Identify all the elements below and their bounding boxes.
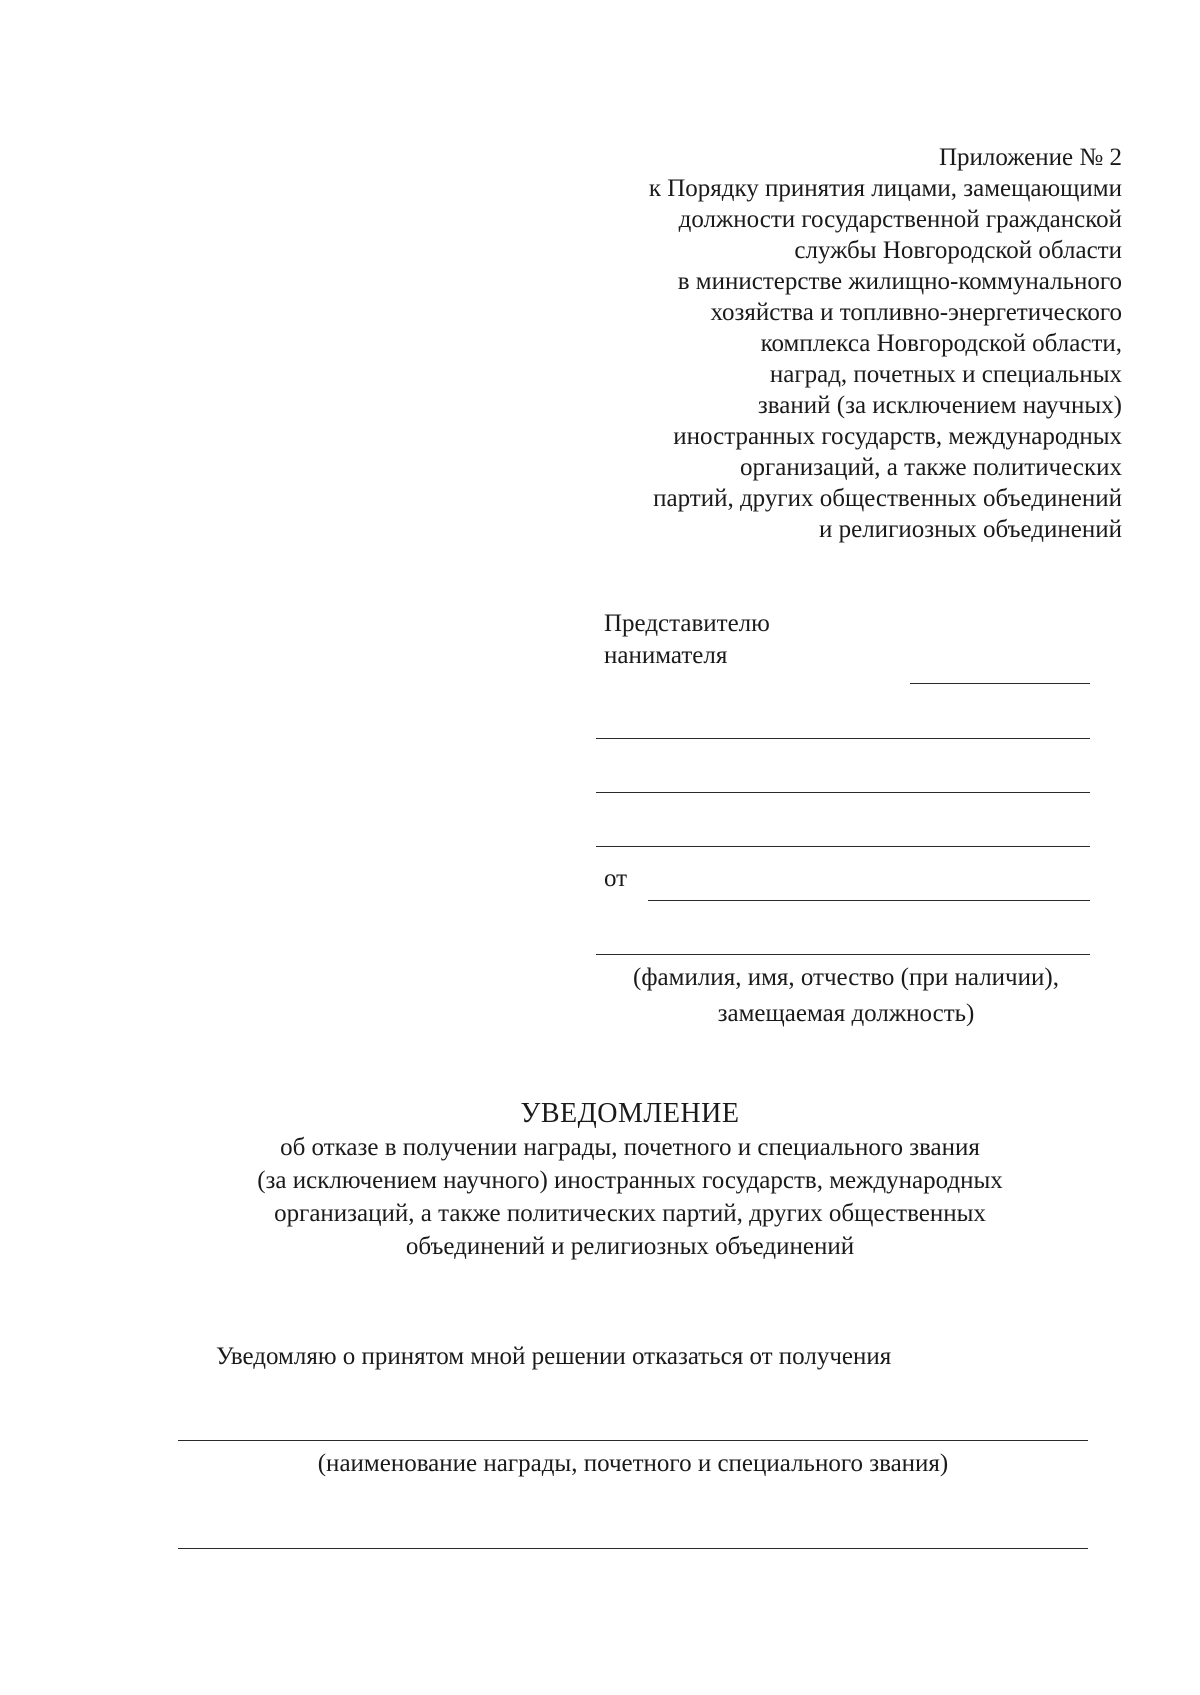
fio-hint-line-2: замещаемая должность) [717, 1000, 975, 1027]
appendix-line: наград, почетных и специальных [769, 361, 1122, 388]
award-hint: (наименование награды, почетного и специального звания) [317, 1450, 949, 1477]
addressee-blank-line [596, 846, 1090, 847]
notice-subtitle-line: (за исключением научного) иностранных государств, международных [257, 1167, 1003, 1194]
appendix-line: партий, других общественных объединений [653, 485, 1122, 512]
appendix-line: службы Новгородской области [794, 237, 1122, 264]
appendix-line: хозяйства и топливно-энергетического [710, 299, 1122, 326]
award-blank-line-2 [178, 1548, 1088, 1549]
addressee-block [604, 608, 770, 672]
appendix-line: должности государственной гражданской [678, 206, 1122, 233]
addressee-blank-line [910, 683, 1090, 684]
addressee-blank-line [596, 792, 1090, 793]
addressee-blank-line [596, 738, 1090, 739]
from-blank-line [596, 954, 1090, 955]
appendix-line: к Порядку принятия лицами, замещающими [648, 175, 1122, 202]
notice-subtitle-line: об отказе в получении награды, почетного и специального звания [280, 1134, 980, 1161]
notice-subtitle [0, 1131, 1200, 1263]
appendix-line: иностранных государств, международных [673, 423, 1122, 450]
award-blank-line [178, 1440, 1088, 1441]
appendix-header [540, 142, 1122, 545]
fio-hint-line-1: (фамилия, имя, отчество (при наличии), [633, 964, 1059, 991]
fio-hint [596, 960, 1096, 1032]
from-blank-line [648, 900, 1090, 901]
notice-statement: Уведомляю о принятом мной решении отказаться от получения [216, 1343, 892, 1370]
appendix-line: званий (за исключением научных) [757, 392, 1122, 419]
notice-subtitle-line: организаций, а также политических партий, других общественных [274, 1200, 986, 1227]
notice-subtitle-line: объединений и религиозных объединений [405, 1233, 855, 1260]
notice-title: УВЕДОМЛЕНИЕ [520, 1098, 740, 1129]
appendix-line: в министерстве жилищно-коммунального [677, 268, 1122, 295]
addressee-line-1: Представителю [604, 610, 770, 637]
appendix-line: комплекса Новгородской области, [760, 330, 1122, 357]
from-label: от [604, 865, 628, 892]
appendix-line: Приложение № 2 [938, 144, 1122, 171]
appendix-line: организаций, а также политических [740, 454, 1122, 481]
appendix-line: и религиозных объединений [818, 516, 1122, 543]
addressee-line-2: нанимателя [604, 642, 728, 669]
